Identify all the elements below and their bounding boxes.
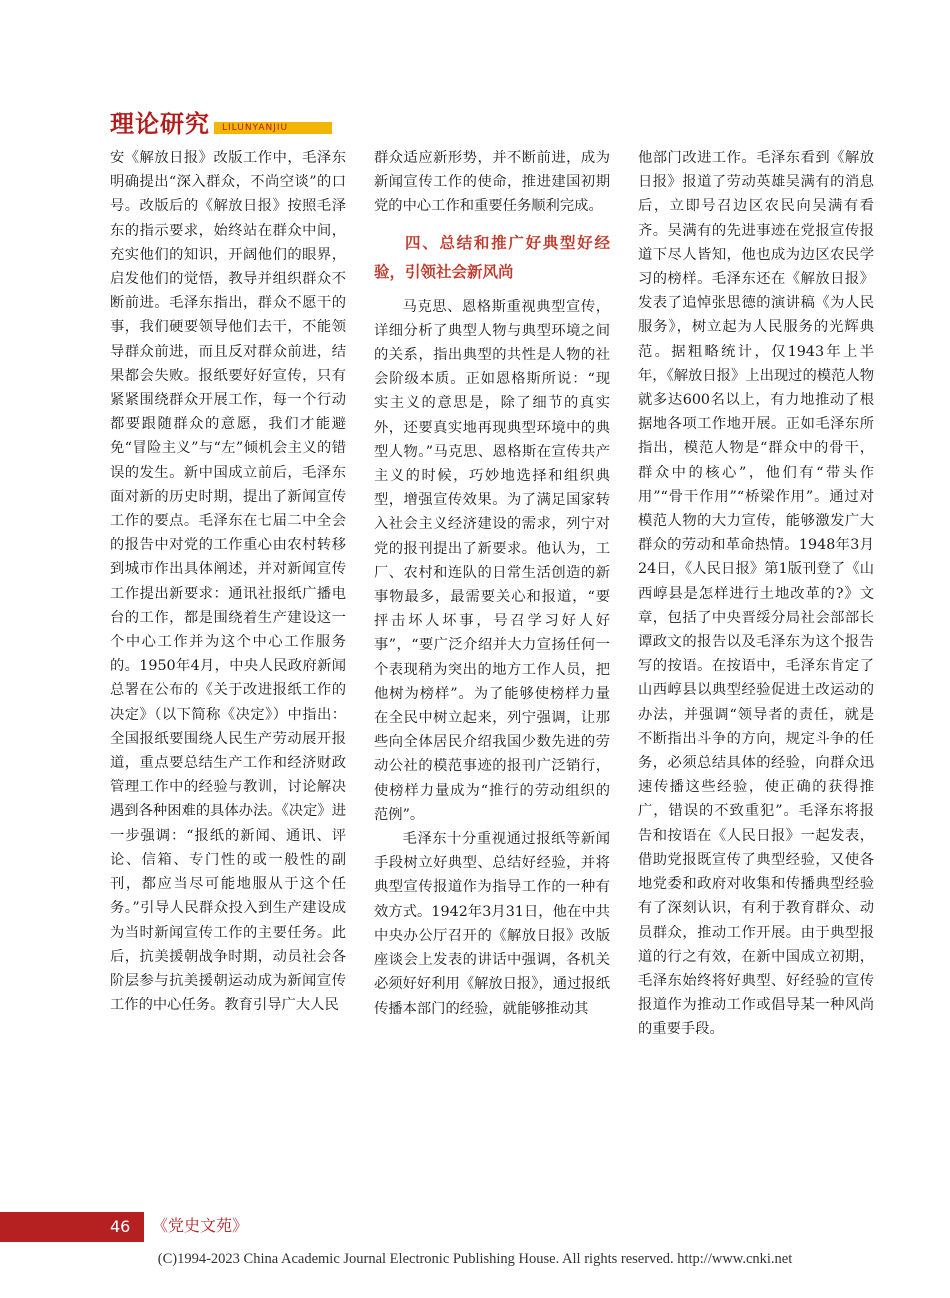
text-column-2 <box>374 146 610 1021</box>
journal-name: 《党史文苑》 <box>152 1216 249 1235</box>
copyright-notice: (C)1994-2023 China Academic Journal Electronic Publishing House. All rights reserved. http://www.cnki.net <box>157 1251 793 1267</box>
text-column-1 <box>110 146 346 1017</box>
section-tag: LILUNYANJIU <box>214 122 332 134</box>
paragraph: 毛泽东十分重视通过报纸等新闻手段树立好典型、总结好经验，并将典型宣传报道作为指导工作的一种有效方式。1942年3月31日，他在中共中央办公厅召开的《解放日报》改版座谈会上发表的讲话中强调，各机关必须好好利用《解放日报》，通过报纸传播本部门的经验，就能够推动其 <box>374 831 610 1017</box>
section-header <box>110 108 332 138</box>
paragraph: 安《解放日报》改版工作中，毛泽东明确提出“深入群众，不尚空谈”的口号。改版后的《解放日报》按照毛泽东的指示要求，始终站在群众中间，充实他们的知识，开阔他们的眼界，启发他们的觉悟，教导并组织群众不断前进。毛泽东指出，群众不愿干的事，我们硬要领导他们去干，不能领导群众前进，而且反对群众前进，结果都会失败。报纸要好好宣传，只有紧紧围绕群众开展工作，每一个行动都要跟随群众的意愿，我们才能避免“冒险主义”与“左”倾机会主义的错误的发生。新中国成立前后，毛泽东面对新的历史时期，提出了新闻宣传工作的要点。毛泽东在七届二中全会的报告中对党的工作重心由农村转移到城市作出具体阐述，并对新闻宣传工作提出新要求：通讯社报纸广播电台的工作，都是围绕着生产建设这一个中心工作并为这个中心工作服务的。1950年4月，中央人民政府新闻总署在公布的《关于改进报纸工作的决定》（以下简称《决定》）中指出：全国报纸要围绕人民生产劳动展开报道，重点要总结生产工作和经济财政管理工作中的经验与教训，讨论解决遇到各种困难的具体办法。《决定》进一步强调：“报纸的新闻、通讯、评论、信箱、专门性的或一般性的副刊，都应当尽可能地服从于这个任务。”引导人民群众投入到生产建设成为当时新闻宣传工作的主要任务。此后，抗美援朝战争时期，动员社会各阶层参与抗美援朝运动成为新闻宣传工作的中心任务。教育引导广大人民 <box>110 150 346 1014</box>
section-title: 理论研究 <box>110 110 210 138</box>
paragraph: 他部门改进工作。毛泽东看到《解放日报》报道了劳动英雄吴满有的消息后，立即号召边区农民向吴满有看齐。吴满有的先进事迹在党报宣传报道下尽人皆知，他也成为边区农民学习的榜样。毛泽东还在《解放日报》发表了追悼张思德的演讲稿《为人民服务》，树立起为人民服务的光辉典范。据粗略统计，仅1943年上半年，《解放日报》上出现过的模范人物就多达600名以上，有力地推动了根据地各项工作地开展。正如毛泽东所指出，模范人物是“群众中的骨干，群众中的核心”，他们有“带头作用”“骨干作用”“桥梁作用”。通过对模范人物的大力宣传，能够激发广大群众的劳动和革命热情。1948年3月24日，《人民日报》第1版刊登了《山西崞县是怎样进行土地改革的?》文章，包括了中央晋绥分局社会部部长谭政文的报告以及毛泽东为这个报告写的按语。在按语中，毛泽东肯定了山西崞县以典型经验促进土改运动的办法，并强调“领导者的责任，就是不断指出斗争的方向，规定斗争的任务，必须总结具体的经验，向群众迅速传播这些经验，使正确的获得推广，错误的不致重犯”。毛泽东将报告和按语在《人民日报》一起发表，借助党报既宣传了典型经验，又使各地党委和政府对收集和传播典型经验有了深刻认识，有利于教育群众、动员群众，推动工作开展。由于典型报道的行之有效，在新中国成立初期，毛泽东始终将好典型、好经验的宣传报道作为推动工作或倡导某一种风尚的重要手段。 <box>638 150 874 1038</box>
paragraph: 马克思、恩格斯重视典型宣传，详细分析了典型人物与典型环境之间的关系，指出典型的共性是人物的社会阶级本质。正如恩格斯所说：“现实主义的意思是，除了细节的真实外，还要真实地再现典型环境中的典型人物。”马克思、恩格斯在宣传共产主义的时候，巧妙地选择和组织典型，增强宣传效果。为了满足国家转入社会主义经济建设的需求，列宁对党的报刊提出了新要求。他认为，工厂、农村和连队的日常生活创造的新事物最多，最需要关心和报道，“要抨击坏人坏事，号召学习好人好事”，“要广泛介绍并大力宣扬任何一个表现稍为突出的地方工作人员，把他树为榜样”。为了能够使榜样力量在全民中树立起来，列宁强调，让那些向全体居民介绍我国少数先进的劳动公社的模范事迹的报刊广泛销行，使榜样力量成为“推行的劳动组织的范例”。 <box>374 298 610 823</box>
page-number: 46 <box>110 1217 131 1236</box>
section-heading: 四、总结和推广好典型好经验，引领社会新风尚 <box>374 233 610 281</box>
text-column-3 <box>638 146 874 1042</box>
paragraph: 群众适应新形势，并不断前进，成为新闻宣传工作的使命，推进建国初期党的中心工作和重要任务顺利完成。 <box>374 150 610 215</box>
